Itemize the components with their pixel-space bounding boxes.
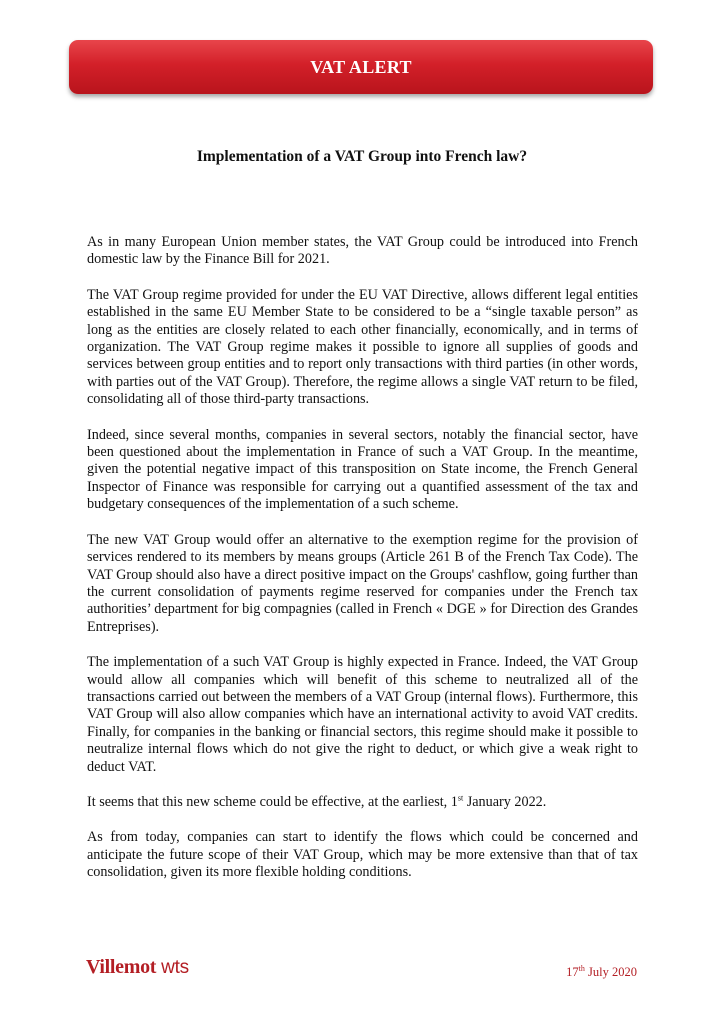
vat-alert-banner [69, 40, 653, 94]
logo-sub-text: wts [161, 957, 189, 978]
paragraph-intro: As in many European Union member states, the VAT Group could be introduced into French domestic law by the Finance Bill for 2021. [87, 234, 638, 268]
logo-main-text: Villemot [86, 956, 157, 978]
document-title: Implementation of a VAT Group into French law? [196, 148, 528, 165]
effective-text-end: January 2022. [463, 793, 547, 810]
date-day: 17 [566, 965, 579, 979]
paragraph-benefits: The implementation of a such VAT Group is highly expected in France. Indeed, the VAT Group would allow all companies which will benefit of this scheme to neutralized all of the transactions carried out between the members of a VAT Group (internal flows). Furthermore, this VAT Group will also allow companies which have an international activity to avoid VAT credits. Finally, for companies in the banking or financial sectors, this regime should make it possible to neutralize internal flows which do not give the right to deduct, or which give a weak right to deduct VAT. [87, 654, 638, 775]
banner-title: VAT ALERT [310, 56, 412, 77]
date-ordinal: th [578, 963, 585, 973]
document-date [566, 965, 637, 980]
villemot-wts-logo [86, 956, 189, 979]
document-body [87, 234, 638, 900]
paragraph-regime: The VAT Group regime provided for under the EU VAT Directive, allows different legal entities established in the same EU Member State to be considered to be a “single taxable person” as long as the entities are closely related to each other financially, economically, and in terms of organization. The VAT Group regime makes it possible to ignore all supplies of goods and services between group entities and to report only transactions with third parties (in other words, with parties out of the VAT Group). Therefore, the regime allows a single VAT return to be filed, consolidating all of those third-party transactions. [87, 286, 638, 408]
paragraph-alternative: The new VAT Group would offer an alternative to the exemption regime for the provision of services rendered to its members by means groups (Article 261 B of the French Tax Code). The VAT Group should also have a direct positive impact on the Groups' cashflow, going further than the current consolidation of payments regime reserved for companies under the French tax authorities’ department for big compagnies (called in French « DGE » for Direction des Grandes Entreprises). [87, 531, 638, 635]
paragraph-effective-date [87, 794, 638, 811]
paragraph-context: Indeed, since several months, companies in several sectors, notably the financial sector, have been questioned about the implementation in France of such a VAT Group. In the meantime, given the potential negative impact of this transposition on State income, the French General Inspector of Finance was responsible for carrying out a quantified assessment of the tax and budgetary consequences of the implementation of a such scheme. [87, 426, 638, 513]
date-rest: July 2020 [584, 965, 637, 979]
effective-ordinal: st [457, 793, 464, 803]
effective-text: It seems that this new scheme could be effective, at the earliest, 1 [87, 793, 458, 810]
paragraph-conclusion: As from today, companies can start to identify the flows which could be concerned and anticipate the future scope of their VAT Group, which may be more extensive than that of tax consolidation, given its more flexible holding conditions. [87, 829, 638, 881]
